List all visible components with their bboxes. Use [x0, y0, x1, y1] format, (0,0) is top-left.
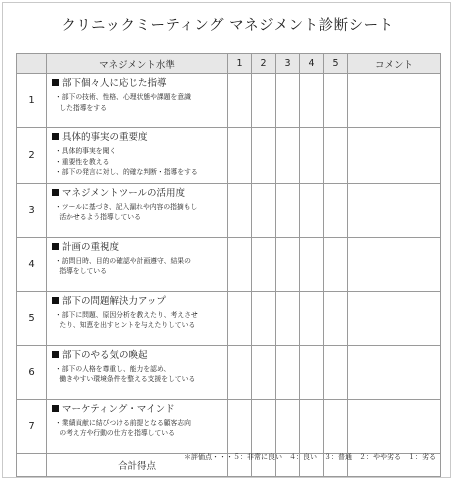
criteria-title: 部下の問題解決力アップ [62, 295, 166, 307]
criteria-cell [47, 128, 228, 184]
score-cell-1[interactable] [228, 291, 252, 345]
square-bullet-icon [52, 189, 59, 196]
header-criteria: マネジメント水準 [47, 54, 228, 74]
criteria-cell [47, 74, 228, 128]
header-comment: コメント [348, 54, 441, 74]
comment-cell[interactable] [348, 291, 441, 345]
header-score-5: 5 [324, 54, 348, 74]
criteria-heading [52, 187, 223, 200]
table-body [17, 74, 441, 454]
criteria-description: ・ツールに基づき、記入漏れや内容の指摘もし 活かせるよう指導している [55, 202, 198, 221]
score-cell-3[interactable] [276, 74, 300, 128]
square-bullet-icon [52, 79, 59, 86]
criteria-description: ・部下の人格を尊重し、能力を認め、 働きやすい環境条件を整える支援をしている [55, 364, 196, 383]
comment-cell[interactable] [348, 399, 441, 453]
criteria-title: マネジメントツールの活用度 [62, 187, 186, 199]
row-number: 3 [17, 183, 47, 237]
table-row [17, 74, 441, 128]
row-number: 4 [17, 237, 47, 291]
score-cell-5[interactable] [324, 291, 348, 345]
comment-cell[interactable] [348, 237, 441, 291]
criteria-title: 部下のやる気の喚起 [62, 349, 148, 361]
table-row [17, 128, 441, 184]
score-cell-3[interactable] [276, 237, 300, 291]
table-row [17, 237, 441, 291]
score-cell-1[interactable] [228, 183, 252, 237]
criteria-cell [47, 237, 228, 291]
row-number: 1 [17, 74, 47, 128]
score-cell-2[interactable] [252, 183, 276, 237]
row-number: 5 [17, 291, 47, 345]
score-cell-1[interactable] [228, 128, 252, 184]
comment-cell[interactable] [348, 74, 441, 128]
square-bullet-icon [52, 297, 59, 304]
score-cell-2[interactable] [252, 291, 276, 345]
criteria-description: ・部下に問題、原因分析を教えたり、考えさせ たり、知恵を出すヒントを与えたりしている [55, 310, 198, 329]
row-number: 7 [17, 399, 47, 453]
criteria-heading [52, 295, 223, 308]
criteria-title: マーケティング・マインド [62, 403, 175, 415]
header-score-4: 4 [300, 54, 324, 74]
criteria-cell [47, 291, 228, 345]
comment-cell[interactable] [348, 183, 441, 237]
table-row [17, 345, 441, 399]
rating-footnote: ＊評価点・・・５：非常に良い ４：良い ３：普通 ２：やや劣る １：劣る [184, 453, 436, 461]
table-row [17, 399, 441, 453]
comment-cell[interactable] [348, 128, 441, 184]
criteria-description: ・業績貢献に結びつける前提となる顧客志向 の考え方や行動の仕方を指導している [55, 418, 191, 437]
criteria-heading [52, 403, 223, 416]
score-cell-4[interactable] [300, 183, 324, 237]
total-label: 合計得点 [47, 453, 228, 476]
score-cell-2[interactable] [252, 74, 276, 128]
criteria-heading [52, 77, 223, 90]
page-title: クリニックミーティング マネジメント診断シート [61, 18, 394, 34]
square-bullet-icon [52, 133, 59, 140]
header-score-3: 3 [276, 54, 300, 74]
square-bullet-icon [52, 243, 59, 250]
score-cell-3[interactable] [276, 291, 300, 345]
table-row [17, 183, 441, 237]
header-score-2: 2 [252, 54, 276, 74]
score-cell-2[interactable] [252, 345, 276, 399]
score-cell-4[interactable] [300, 345, 324, 399]
criteria-cell [47, 345, 228, 399]
score-cell-2[interactable] [252, 128, 276, 184]
criteria-title: 部下個々人に応じた指導 [62, 78, 167, 89]
criteria-cell [47, 399, 228, 453]
criteria-heading [52, 241, 223, 254]
comment-cell[interactable] [348, 345, 441, 399]
criteria-description: ・具体的事実を聞く ・重要性を教える ・部下の発言に対し、的確な判断・指導をする [55, 147, 198, 176]
row-number: 6 [17, 345, 47, 399]
square-bullet-icon [52, 351, 59, 358]
score-cell-5[interactable] [324, 237, 348, 291]
score-cell-3[interactable] [276, 345, 300, 399]
score-cell-1[interactable] [228, 399, 252, 453]
score-cell-4[interactable] [300, 291, 324, 345]
score-cell-1[interactable] [228, 345, 252, 399]
score-cell-1[interactable] [228, 237, 252, 291]
criteria-title: 計画の重視度 [62, 241, 120, 253]
score-cell-4[interactable] [300, 399, 324, 453]
criteria-heading [52, 349, 223, 362]
table-row [17, 291, 441, 345]
score-cell-4[interactable] [300, 128, 324, 184]
score-cell-3[interactable] [276, 128, 300, 184]
score-cell-4[interactable] [300, 74, 324, 128]
score-cell-5[interactable] [324, 399, 348, 453]
table-header-row [17, 54, 441, 74]
score-cell-5[interactable] [324, 183, 348, 237]
score-cell-3[interactable] [276, 183, 300, 237]
score-cell-2[interactable] [252, 237, 276, 291]
header-score-1: 1 [228, 54, 252, 74]
score-cell-4[interactable] [300, 237, 324, 291]
criteria-heading [52, 131, 223, 144]
criteria-cell [47, 183, 228, 237]
evaluation-table [16, 53, 441, 477]
score-cell-5[interactable] [324, 345, 348, 399]
score-cell-1[interactable] [228, 74, 252, 128]
square-bullet-icon [52, 405, 59, 412]
header-number [17, 54, 47, 74]
score-cell-3[interactable] [276, 399, 300, 453]
score-cell-2[interactable] [252, 399, 276, 453]
score-cell-5[interactable] [324, 128, 348, 184]
criteria-description: ・訪問日時、目的の確認や計画遵守、結果の 指導をしている [55, 256, 191, 275]
score-cell-5[interactable] [324, 74, 348, 128]
row-number: 2 [17, 128, 47, 184]
criteria-description: ・部下の技術、性格、心理状態や課題を意識 した指導をする [55, 93, 191, 112]
criteria-title: 具体的事実の重要度 [62, 132, 148, 143]
